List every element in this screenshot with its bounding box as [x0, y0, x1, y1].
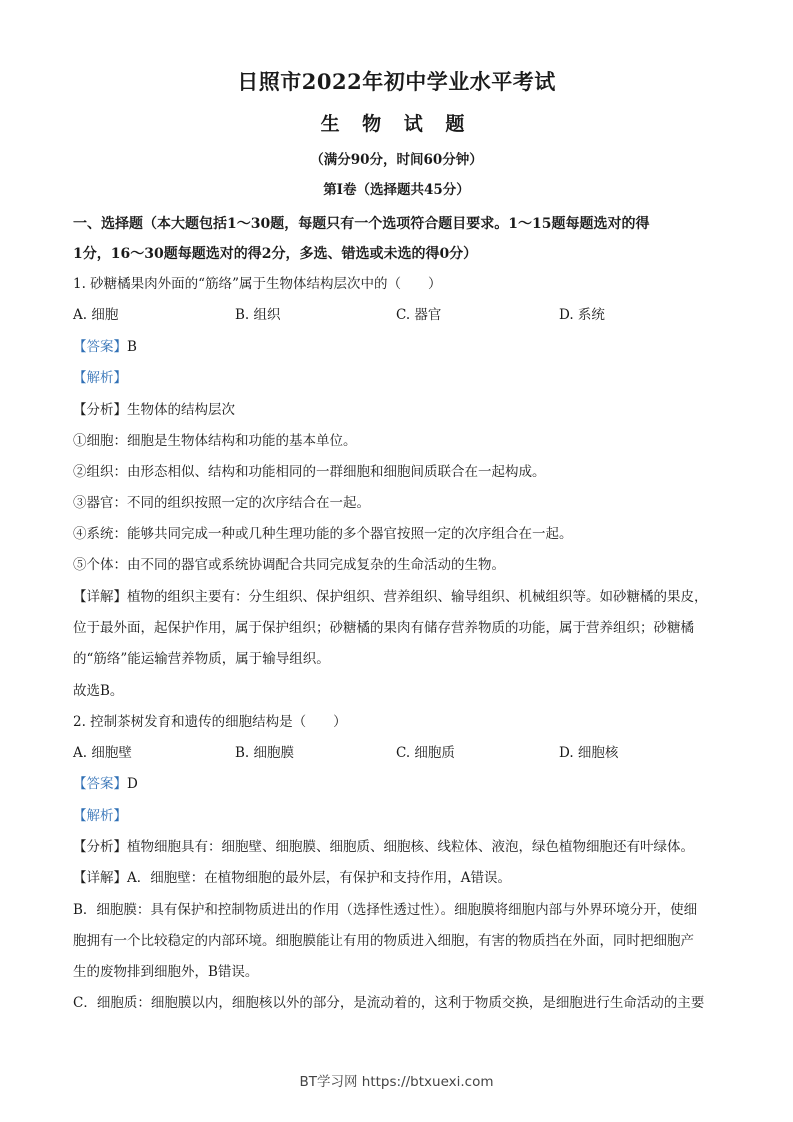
q2-detail-line: B．细胞膜：具有保护和控制物质进出的作用（选择性透过性）。细胞膜将细胞内部与外界环境分开，使细: [73, 902, 698, 918]
exam-info: （满分90分，时间60分钟）: [310, 152, 483, 168]
q1-detail-line: 的“筋络”能运输营养物质，属于输导组织。: [73, 651, 330, 667]
section-instructions-line2: 1分，16～30题每题选对的得2分，多选、错选或未选的得0分）: [73, 246, 478, 262]
q1-point: ②组织：由形态相似、结构和功能相同的一群细胞和细胞间质联合在一起构成。: [73, 464, 546, 480]
q2-detail-line: C．细胞质：细胞膜以内，细胞核以外的部分，是流动着的，这利于物质交换，是细胞进行生命活动的主要: [73, 995, 705, 1011]
fenxi-tag: 【分析】: [73, 402, 127, 418]
q2-option-b: B. 细胞膜: [235, 745, 295, 761]
q1-option-c: C. 器官: [396, 307, 442, 323]
detail-text: A．细胞壁：在植物细胞的最外层，有保护和支持作用，A错误。: [127, 870, 511, 886]
detail-tag: 【详解】: [73, 589, 127, 605]
q2-analysis: [73, 806, 733, 826]
q2-option-a: A. 细胞壁: [73, 745, 132, 761]
detail-tag: 【详解】: [73, 870, 127, 886]
q1-analysis: [73, 368, 733, 388]
answer-value: B: [127, 339, 137, 355]
volume-title: 第Ⅰ卷（选择题共45分）: [323, 182, 470, 198]
q2-fenxi: [73, 837, 733, 857]
q2-option-d: D. 细胞核: [559, 745, 619, 761]
q1-option-b: B. 组织: [235, 307, 281, 323]
question-2-stem: 2. 控制茶树发育和遗传的细胞结构是（ ）: [73, 714, 347, 730]
q1-option-d: D. 系统: [559, 307, 605, 323]
section-instructions-line1: 一、选择题（本大题包括1～30题，每题只有一个选项符合题目要求。1～15题每题选对的得: [73, 216, 650, 232]
analysis-tag: 【解析】: [73, 808, 127, 824]
footer-watermark: BT学习网 https://btxuexi.com: [299, 1074, 494, 1090]
q1-point: ①细胞：细胞是生物体结构和功能的基本单位。: [73, 433, 357, 449]
q2-detail-line: 生的废物排到细胞外，B错误。: [73, 964, 259, 980]
fenxi-tag: 【分析】: [73, 839, 127, 855]
q1-detail: [73, 587, 733, 607]
q1-answer: [73, 337, 733, 357]
fenxi-text: 生物体的结构层次: [127, 402, 235, 418]
answer-value: D: [127, 776, 138, 792]
answer-tag: 【答案】: [73, 339, 127, 355]
answer-tag: 【答案】: [73, 776, 127, 792]
q1-conclusion: 故选B。: [73, 683, 124, 699]
q2-answer: [73, 774, 733, 794]
subject-title: 生 物 试 题: [320, 113, 473, 135]
q2-detail: [73, 868, 733, 888]
q1-point: ④系统：能够共同完成一种或几种生理功能的多个器官按照一定的次序组合在一起。: [73, 526, 573, 542]
q1-point: ⑤个体：由不同的器官或系统协调配合共同完成复杂的生命活动的生物。: [73, 557, 505, 573]
q2-detail-line: 胞拥有一个比较稳定的内部环境。细胞膜能让有用的物质进入细胞，有害的物质挡在外面，同时把细胞产: [73, 933, 694, 949]
q2-option-c: C. 细胞质: [396, 745, 455, 761]
detail-text: 植物的组织主要有：分生组织、保护组织、营养组织、输导组织、机械组织等。如砂糖橘的果皮，: [127, 589, 708, 605]
fenxi-text: 植物细胞具有：细胞壁、细胞膜、细胞质、细胞核、线粒体、液泡，绿色植物细胞还有叶绿体。: [127, 839, 694, 855]
analysis-tag: 【解析】: [73, 370, 127, 386]
question-1-stem: 1. 砂糖橘果肉外面的“筋络”属于生物体结构层次中的（ ）: [73, 276, 442, 292]
exam-title: 日照市2022年初中学业水平考试: [237, 69, 556, 94]
q1-option-a: A. 细胞: [73, 307, 119, 323]
q1-detail-line: 位于最外面，起保护作用，属于保护组织；砂糖橘的果肉有储存营养物质的功能，属于营养组织；砂糖橘: [73, 620, 694, 636]
q1-fenxi: [73, 400, 733, 420]
q1-point: ③器官：不同的组织按照一定的次序结合在一起。: [73, 495, 370, 511]
